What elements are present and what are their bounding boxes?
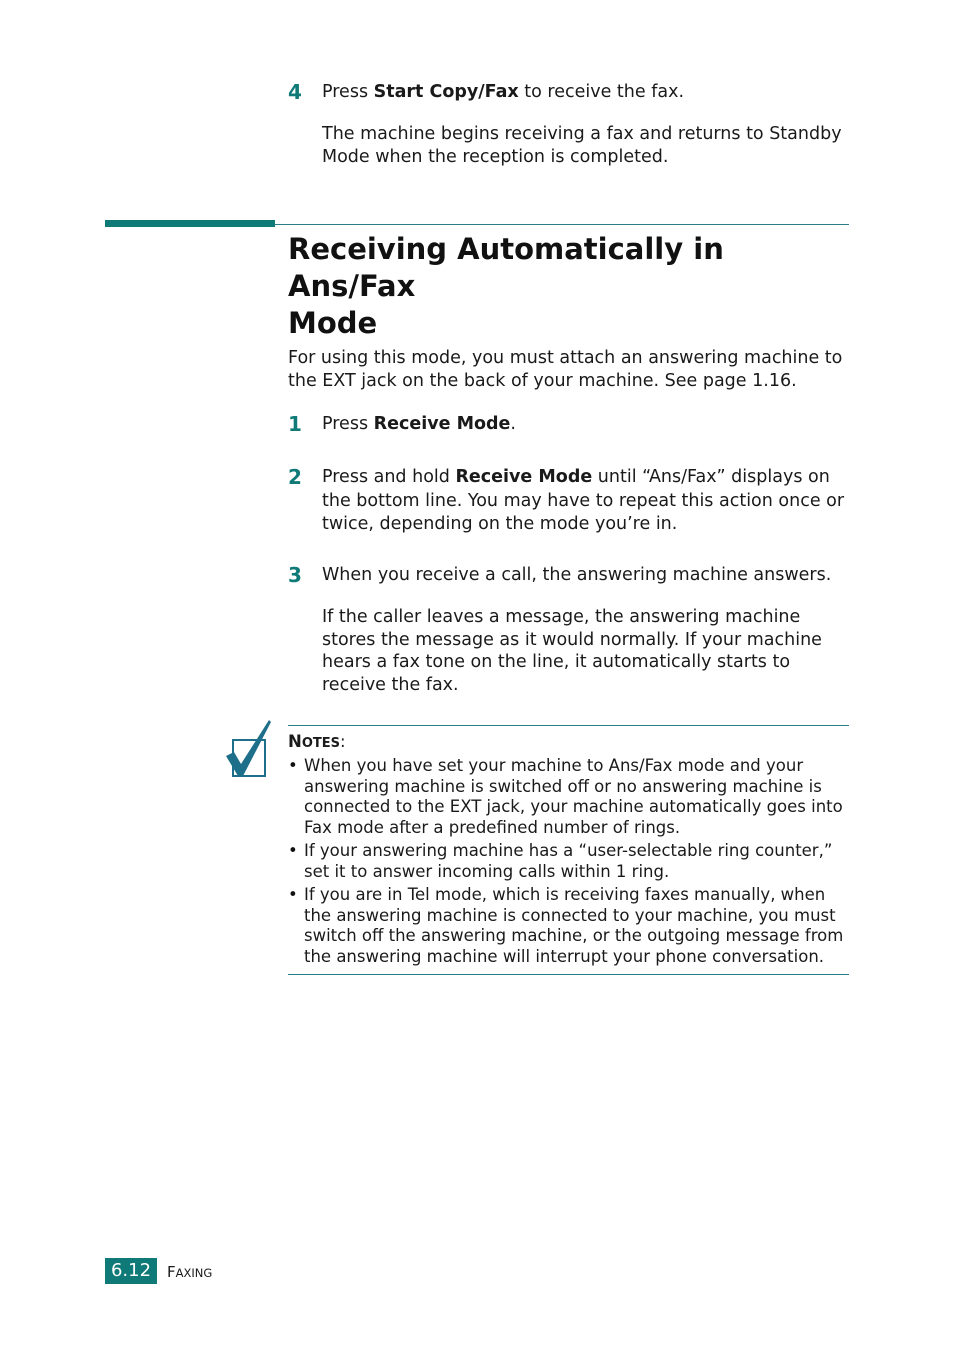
step-number: 3 (288, 563, 302, 587)
page-number-badge: 6.12 (105, 1258, 157, 1284)
notes-label: NOTES: (288, 732, 346, 751)
step-detail: If the caller leaves a message, the answering machine stores the message as it would normally. If your machine hears a fax tone on the line, it automatically starts to receive the fax. (322, 607, 822, 695)
step-number: 2 (288, 465, 302, 489)
bullet: • (288, 756, 298, 775)
section-title: Receiving Automatically in Ans/Fax Mode (288, 232, 724, 340)
bullet: • (288, 885, 298, 904)
checkmark-note-icon (224, 718, 274, 780)
step-detail: the bottom line. You may have to repeat this action once or twice, depending on the mode you’re in. (322, 491, 845, 534)
note-text: When you have set your machine to Ans/Fax mode and your answering machine is switched off or no answering machine is connected to the EXT jack, your machine automatically goes into Fax mode after a predefined number of rings. (304, 756, 843, 837)
step-number: 1 (288, 412, 302, 436)
intro-paragraph: For using this mode, you must attach an answering machine to the EXT jack on the back of your machine. See page 1.16. (288, 348, 843, 391)
bullet: • (288, 841, 298, 860)
notes-top-rule (288, 725, 849, 726)
section-rule-accent (105, 220, 275, 227)
step-detail: The machine begins receiving a fax and returns to Standby Mode when the reception is completed. (322, 124, 842, 167)
step-instruction: When you receive a call, the answering machine answers. (322, 565, 832, 585)
chapter-name: FAXING (167, 1263, 213, 1281)
step-number: 4 (288, 80, 302, 104)
step-instruction: Press Receive Mode. (322, 414, 516, 434)
notes-bottom-rule (288, 974, 849, 975)
section-rule-line (275, 224, 849, 225)
step-instruction: Press and hold Receive Mode until “Ans/Fax” displays on (322, 467, 830, 487)
step-instruction: Press Start Copy/Fax to receive the fax. (322, 82, 685, 102)
note-text: If you are in Tel mode, which is receiving faxes manually, when the answering machine is connected to your machine, you must switch off the answering machine, or the outgoing message from the answering machine will interrupt your phone conversation. (304, 885, 844, 966)
note-text: If your answering machine has a “user-selectable ring counter,” set it to answer incoming calls within 1 ring. (304, 841, 833, 881)
